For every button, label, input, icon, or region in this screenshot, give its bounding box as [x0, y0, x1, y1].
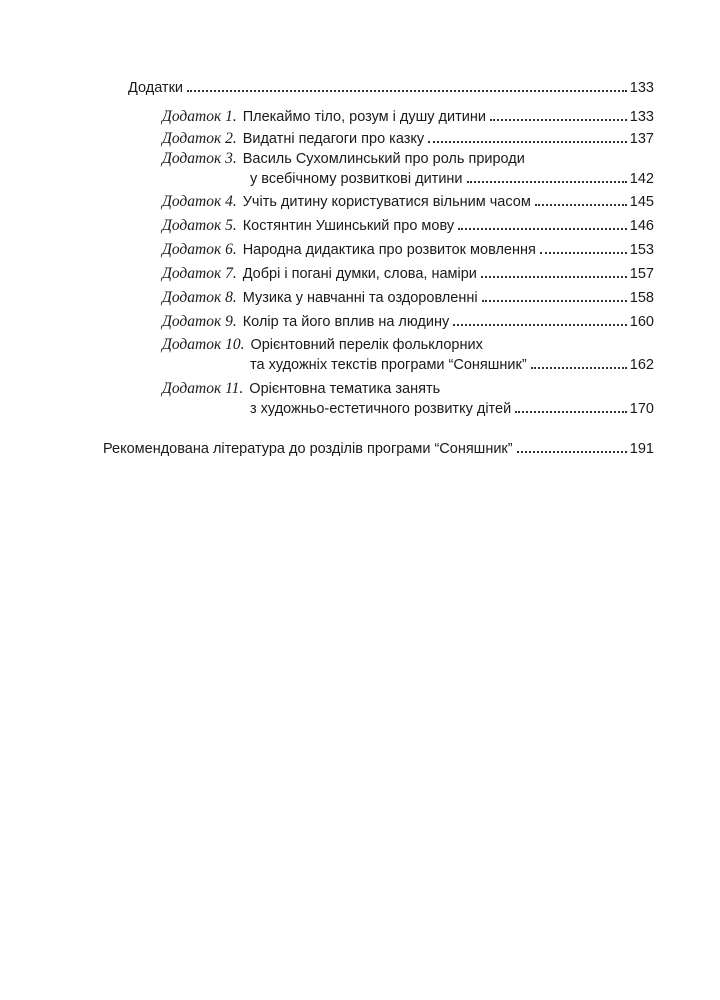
dot-leader — [535, 204, 627, 206]
toc-entry-title: Колір та його вплив на людину — [242, 314, 450, 330]
dot-leader — [481, 276, 627, 278]
appendix-prefix: Додаток 7. — [162, 265, 237, 282]
toc-entry-appendix-10[interactable] — [250, 356, 654, 374]
toc-entry-appendices[interactable] — [128, 79, 654, 97]
toc-entry-title: Орієнтовний перелік фольклорних — [250, 337, 483, 353]
toc-entry-appendix-11[interactable] — [250, 400, 654, 418]
appendix-prefix: Додаток 2. — [162, 130, 237, 147]
toc-page-number: 142 — [629, 171, 654, 187]
dot-leader — [187, 90, 627, 92]
appendix-prefix: Додаток 1. — [162, 108, 237, 125]
dot-leader — [458, 228, 627, 230]
toc-entry-title: Музика у навчанні та оздоровленні — [242, 290, 478, 306]
toc-entry-appendix-3-line1[interactable] — [162, 150, 525, 168]
appendix-prefix: Додаток 5. — [162, 217, 237, 234]
toc-page-number: 153 — [629, 242, 654, 258]
toc-entry-appendix-9[interactable] — [162, 313, 654, 331]
toc-entry-title: Плекаймо тіло, розум і душу дитини — [242, 109, 486, 125]
toc-entry-title: Василь Сухомлинський про роль природи — [242, 151, 525, 167]
appendix-prefix: Додаток 4. — [162, 193, 237, 210]
toc-entry-title-continued: з художньо-естетичного розвитку дітей — [250, 401, 512, 417]
toc-page-number: 146 — [629, 218, 654, 234]
dot-leader — [490, 119, 627, 121]
toc-entry-appendix-8[interactable] — [162, 289, 654, 307]
dot-leader — [453, 324, 627, 326]
appendix-prefix: Додаток 10. — [162, 336, 245, 353]
appendix-prefix: Додаток 3. — [162, 150, 237, 167]
toc-entry-title: Добрі і погані думки, слова, наміри — [242, 266, 477, 282]
dot-leader — [540, 252, 627, 254]
toc-entry-title: Видатні педагоги про казку — [242, 131, 425, 147]
toc-page-number: 160 — [629, 314, 654, 330]
appendix-prefix: Додаток 8. — [162, 289, 237, 306]
toc-page-number: 158 — [629, 290, 654, 306]
toc-entry-appendix-11-line1[interactable] — [162, 380, 440, 398]
toc-entry-appendix-5[interactable] — [162, 217, 654, 235]
appendix-prefix: Додаток 6. — [162, 241, 237, 258]
toc-entry-appendix-2[interactable] — [162, 130, 654, 148]
toc-page-number: 157 — [629, 266, 654, 282]
toc-entry-appendix-10-line1[interactable] — [162, 336, 483, 354]
dot-leader — [531, 367, 627, 369]
toc-entry-title: Учіть дитину користуватися вільним часом — [242, 194, 531, 210]
toc-entry-appendix-6[interactable] — [162, 241, 654, 259]
toc-page-number: 170 — [629, 401, 654, 417]
dot-leader — [467, 181, 627, 183]
dot-leader — [517, 451, 627, 453]
toc-page-number: 137 — [629, 131, 654, 147]
toc-page-number: 145 — [629, 194, 654, 210]
toc-entry-title: Народна дидактика про розвиток мовлення — [242, 242, 536, 258]
toc-page-number: 133 — [629, 80, 654, 96]
toc-entry-title-continued: та художніх текстів програми “Соняшник” — [250, 357, 527, 373]
dot-leader — [515, 411, 627, 413]
toc-entry-title: Рекомендована література до розділів програми “Соняшник” — [103, 441, 513, 457]
toc-entry-appendix-7[interactable] — [162, 265, 654, 283]
toc-page-number: 162 — [629, 357, 654, 373]
dot-leader — [482, 300, 627, 302]
toc-entry-title: Орієнтовна тематика занять — [249, 381, 441, 397]
toc-entry-appendix-3[interactable] — [250, 170, 654, 188]
toc-entry-title: Додатки — [128, 80, 184, 96]
toc-entry-title: Костянтин Ушинський про мову — [242, 218, 455, 234]
toc-entry-appendix-1[interactable] — [162, 108, 654, 126]
toc-page-number: 133 — [629, 109, 654, 125]
toc-entry-title-continued: у всебічному розвиткові дитини — [250, 171, 463, 187]
appendix-prefix: Додаток 9. — [162, 313, 237, 330]
toc-entry-literature[interactable] — [103, 440, 654, 458]
toc-entry-appendix-4[interactable] — [162, 193, 654, 211]
toc-page-number: 191 — [629, 441, 654, 457]
appendix-prefix: Додаток 11. — [162, 380, 244, 397]
dot-leader — [428, 141, 627, 143]
